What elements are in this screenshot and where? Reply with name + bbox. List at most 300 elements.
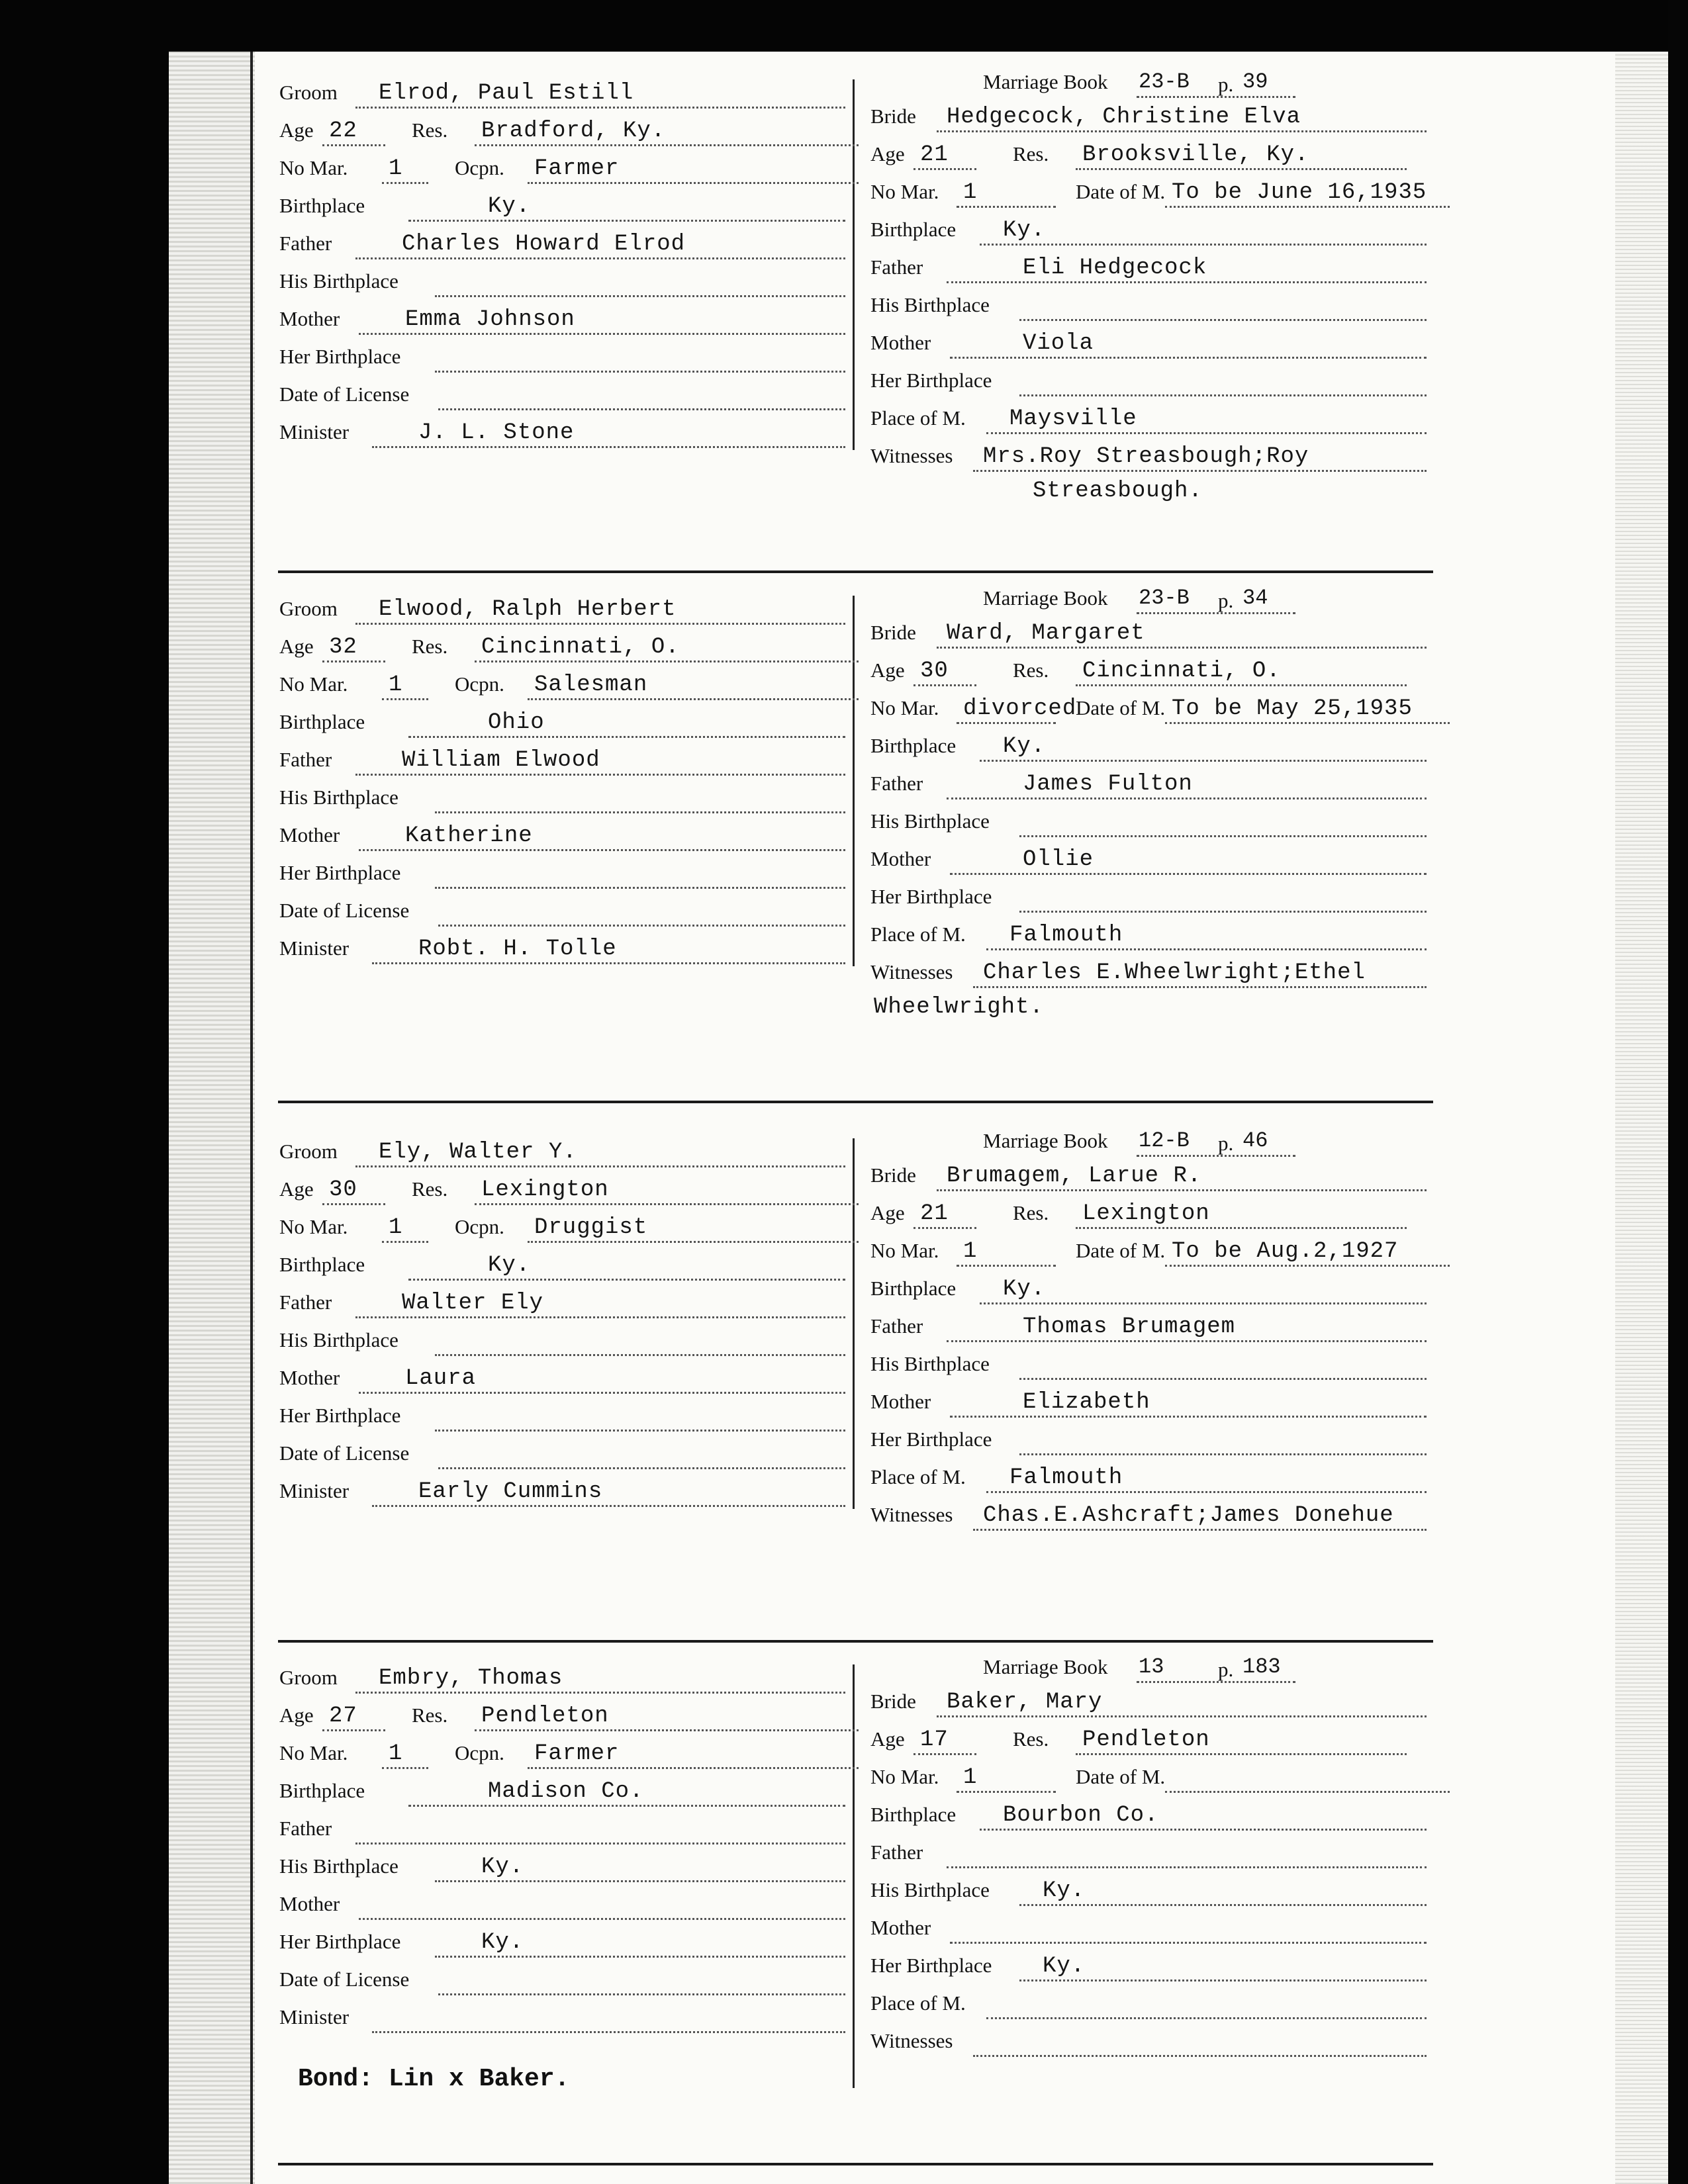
bride-no-mar-dotted-line xyxy=(957,1265,1056,1267)
groom-minister-value: Early Cummins xyxy=(418,1479,603,1504)
groom-no-mar xyxy=(279,1215,403,1246)
bride-witnesses-label: Witnesses xyxy=(870,960,953,983)
bride-age xyxy=(870,1727,949,1758)
groom-mother-label: Mother xyxy=(279,1366,340,1389)
bride-her-birthplace-dotted-line xyxy=(1019,1979,1427,1981)
groom-mother xyxy=(279,1892,340,1923)
marriage-book-dotted-line xyxy=(1137,1155,1295,1157)
bride-date-of-m xyxy=(1076,696,1413,727)
groom-ocpn-label: Ocpn. xyxy=(455,1215,504,1238)
bride-birthplace-value: Ky. xyxy=(1003,1277,1046,1302)
bride-no-mar-dotted-line xyxy=(957,1791,1056,1793)
groom-no-mar-value: 1 xyxy=(389,1741,403,1766)
bride-place-of-m-value: Falmouth xyxy=(1009,923,1123,948)
bride-witnesses-value: Chas.E.Ashcraft;James Donehue xyxy=(983,1503,1394,1528)
groom-name-dotted-line xyxy=(355,107,845,109)
groom-res-value: Lexington xyxy=(481,1177,609,1203)
groom-birthplace-dotted-line xyxy=(408,1805,845,1807)
groom-age xyxy=(279,635,357,665)
bride-her-birthplace-dotted-line xyxy=(1019,1453,1427,1455)
bride-her-birthplace-dotted-line xyxy=(1019,394,1427,396)
bride-no-mar-label: No Mar. xyxy=(870,1239,939,1262)
bride-date-of-m-dotted-line xyxy=(1165,206,1450,208)
groom-name-value: Elrod, Paul Estill xyxy=(379,81,634,106)
groom-no-mar-label: No Mar. xyxy=(279,1741,348,1764)
column-separator xyxy=(853,1664,855,2088)
groom-his-birthplace xyxy=(279,786,399,816)
groom-mother-dotted-line xyxy=(359,333,845,335)
bride-his-birthplace xyxy=(870,1352,990,1383)
groom-birthplace-dotted-line xyxy=(408,220,845,222)
groom-name-dotted-line xyxy=(355,1165,845,1167)
groom-res-dotted-line xyxy=(475,144,859,146)
groom-ocpn-label: Ocpn. xyxy=(455,672,504,696)
groom-ocpn-dotted-line xyxy=(528,182,859,184)
bride-date-of-m-label: Date of M. xyxy=(1076,180,1166,203)
marriage-book-number: 12-B xyxy=(1139,1128,1190,1153)
groom-mother-label: Mother xyxy=(279,1892,340,1915)
bride-age-label: Age xyxy=(870,659,905,682)
groom-father xyxy=(279,1817,332,1847)
page-label: p. xyxy=(1218,73,1234,96)
groom-name xyxy=(279,1666,563,1696)
scan-noise-left xyxy=(169,52,255,2184)
bride-his-birthplace-dotted-line xyxy=(1019,1904,1427,1906)
bride-date-of-m-value: To be Aug.2,1927 xyxy=(1172,1239,1399,1264)
bride-place-of-m xyxy=(870,406,1137,437)
groom-birthplace-value: Madison Co. xyxy=(488,1779,644,1804)
bride-his-birthplace-value: Ky. xyxy=(1043,1878,1086,1903)
groom-minister xyxy=(279,1479,603,1510)
page-label: p. xyxy=(1218,1132,1234,1155)
bride-res-dotted-line xyxy=(1076,168,1407,170)
bride-father xyxy=(870,1314,1236,1345)
groom-his-birthplace-label: His Birthplace xyxy=(279,786,399,809)
card-margin-line xyxy=(250,52,253,2184)
bride-name xyxy=(870,621,1145,651)
bride-res xyxy=(1013,142,1309,173)
marriage-book-dotted-line xyxy=(1137,1681,1295,1683)
groom-minister-label: Minister xyxy=(279,2005,350,2028)
bride-mother-dotted-line xyxy=(950,1942,1427,1944)
scan-top-border xyxy=(0,0,1688,52)
groom-mother-value: Emma Johnson xyxy=(405,307,575,332)
marriage-book-ref xyxy=(983,69,1268,101)
bride-father xyxy=(870,772,1193,802)
groom-minister-label: Minister xyxy=(279,936,350,960)
bride-place-of-m xyxy=(870,1991,966,2022)
marriage-book-ref xyxy=(983,1128,1268,1160)
bride-name-value: Brumagem, Larue R. xyxy=(947,1163,1202,1189)
bride-father-value: Thomas Brumagem xyxy=(1023,1314,1236,1340)
bride-witnesses-label: Witnesses xyxy=(870,444,953,467)
bride-date-of-m-label: Date of M. xyxy=(1076,1239,1166,1262)
groom-no-mar-label: No Mar. xyxy=(279,672,348,696)
groom-his-birthplace xyxy=(279,1328,399,1359)
bride-age-dotted-line xyxy=(914,1227,976,1229)
groom-minister-dotted-line xyxy=(372,1505,845,1507)
groom-birthplace-label: Birthplace xyxy=(279,1779,365,1802)
groom-age xyxy=(279,118,357,149)
bride-birthplace-value: Ky. xyxy=(1003,734,1046,759)
groom-date-of-license xyxy=(279,383,409,413)
bride-father-label: Father xyxy=(870,255,923,279)
bride-name-dotted-line xyxy=(937,130,1427,132)
groom-res xyxy=(412,635,680,665)
groom-res-dotted-line xyxy=(475,660,859,662)
bride-name-dotted-line xyxy=(937,1715,1427,1717)
groom-date-of-license-label: Date of License xyxy=(279,1968,410,1991)
bride-birthplace xyxy=(870,1803,1159,1833)
bride-her-birthplace xyxy=(870,1428,992,1458)
groom-date-of-license-dotted-line xyxy=(438,1993,845,1995)
bride-age xyxy=(870,659,949,689)
groom-no-mar-value: 1 xyxy=(389,1215,403,1240)
bride-res xyxy=(1013,659,1281,689)
groom-birthplace-value: Ohio xyxy=(488,710,545,735)
groom-name xyxy=(279,81,634,111)
bride-res-label: Res. xyxy=(1013,142,1049,165)
bride-birthplace-dotted-line xyxy=(980,760,1427,762)
bride-res-value: Cincinnati, O. xyxy=(1082,659,1281,684)
bride-birthplace-dotted-line xyxy=(980,244,1427,246)
bride-his-birthplace-dotted-line xyxy=(1019,319,1427,321)
groom-father xyxy=(279,232,686,262)
groom-birthplace xyxy=(279,710,545,741)
groom-date-of-license-label: Date of License xyxy=(279,899,410,922)
bride-birthplace xyxy=(870,734,1046,764)
groom-name-dotted-line xyxy=(355,1692,845,1694)
groom-minister xyxy=(279,936,617,967)
bride-place-of-m-label: Place of M. xyxy=(870,1991,966,2015)
bride-father-value: James Fulton xyxy=(1023,772,1193,797)
groom-her-birthplace-label: Her Birthplace xyxy=(279,1404,401,1427)
bride-no-mar-dotted-line xyxy=(957,722,1056,724)
bride-mother-dotted-line xyxy=(950,357,1427,359)
groom-birthplace-dotted-line xyxy=(408,736,845,738)
bride-no-mar-value: 1 xyxy=(963,180,978,205)
groom-mother-label: Mother xyxy=(279,823,340,846)
bride-no-mar-value: divorced xyxy=(963,696,1077,721)
bride-age-dotted-line xyxy=(914,1753,976,1755)
groom-his-birthplace-dotted-line xyxy=(435,295,845,297)
groom-date-of-license-label: Date of License xyxy=(279,1441,410,1465)
bride-no-mar-label: No Mar. xyxy=(870,180,939,203)
groom-age-dotted-line xyxy=(322,660,385,662)
scan-noise-right xyxy=(1615,52,1668,2184)
bride-witnesses-dotted-line xyxy=(973,1529,1427,1531)
marriage-book-dotted-line xyxy=(1137,96,1295,98)
groom-res-label: Res. xyxy=(412,635,448,658)
marriage-book-page: 39 xyxy=(1243,69,1268,94)
bride-place-of-m xyxy=(870,923,1123,953)
groom-ocpn xyxy=(455,672,648,703)
bride-name xyxy=(870,1690,1103,1720)
bride-no-mar-value: 1 xyxy=(963,1765,978,1790)
bride-age-label: Age xyxy=(870,1727,905,1751)
groom-no-mar-dotted-line xyxy=(382,698,428,700)
bride-no-mar-label: No Mar. xyxy=(870,1765,939,1788)
bride-res-dotted-line xyxy=(1076,1753,1407,1755)
bride-date-of-m-value: To be June 16,1935 xyxy=(1172,180,1427,205)
bride-her-birthplace-dotted-line xyxy=(1019,911,1427,913)
groom-father-label: Father xyxy=(279,1817,332,1840)
bride-witnesses-continued: Wheelwright. xyxy=(874,995,1044,1020)
record-divider xyxy=(278,2163,1433,2165)
groom-mother xyxy=(279,1366,477,1396)
bride-father-dotted-line xyxy=(947,797,1427,799)
bride-mother-value: Ollie xyxy=(1023,847,1094,872)
groom-her-birthplace-value: Ky. xyxy=(481,1930,524,1955)
bride-father-label: Father xyxy=(870,1314,923,1338)
bride-name xyxy=(870,105,1301,135)
bride-age-label: Age xyxy=(870,142,905,165)
bride-his-birthplace-dotted-line xyxy=(1019,835,1427,837)
bride-date-of-m-dotted-line xyxy=(1165,1791,1450,1793)
bride-birthplace-label: Birthplace xyxy=(870,1803,957,1826)
bride-res-value: Brooksville, Ky. xyxy=(1082,142,1309,167)
groom-age xyxy=(279,1177,357,1208)
groom-res xyxy=(412,1704,609,1734)
groom-birthplace-dotted-line xyxy=(408,1279,845,1281)
bride-her-birthplace xyxy=(870,369,992,399)
groom-res xyxy=(412,118,666,149)
bride-no-mar xyxy=(870,696,1077,727)
marriage-book-label: Marriage Book xyxy=(983,70,1108,93)
groom-birthplace xyxy=(279,1253,531,1283)
groom-no-mar xyxy=(279,672,403,703)
groom-her-birthplace xyxy=(279,345,400,375)
groom-ocpn-value: Farmer xyxy=(534,1741,620,1766)
bride-witnesses-label: Witnesses xyxy=(870,1503,953,1526)
bride-name-label: Bride xyxy=(870,1690,916,1713)
bride-father xyxy=(870,255,1207,286)
groom-name-label: Groom xyxy=(279,81,338,104)
groom-age xyxy=(279,1704,357,1734)
column-separator xyxy=(853,79,855,450)
bride-father-dotted-line xyxy=(947,1340,1427,1342)
groom-age-value: 22 xyxy=(329,118,357,144)
groom-father-label: Father xyxy=(279,232,332,255)
marriage-book-ref xyxy=(983,586,1268,617)
groom-date-of-license-dotted-line xyxy=(438,408,845,410)
groom-res-label: Res. xyxy=(412,118,448,142)
bride-name-value: Hedgecock, Christine Elva xyxy=(947,105,1301,130)
bride-her-birthplace xyxy=(870,885,992,915)
bride-place-of-m xyxy=(870,1465,1123,1496)
groom-name xyxy=(279,597,677,627)
groom-minister-value: Robt. H. Tolle xyxy=(418,936,617,962)
groom-her-birthplace-label: Her Birthplace xyxy=(279,861,401,884)
bride-witnesses xyxy=(870,1503,1394,1533)
bride-her-birthplace xyxy=(870,1954,1086,1984)
groom-his-birthplace-dotted-line xyxy=(435,1880,845,1882)
groom-name-label: Groom xyxy=(279,1140,338,1163)
page-label: p. xyxy=(1218,589,1234,612)
bride-name-value: Ward, Margaret xyxy=(947,621,1145,646)
bride-age-dotted-line xyxy=(914,168,976,170)
groom-her-birthplace-label: Her Birthplace xyxy=(279,345,401,368)
groom-no-mar-value: 1 xyxy=(389,156,403,181)
groom-age-value: 30 xyxy=(329,1177,357,1203)
marriage-book-page: 34 xyxy=(1243,586,1268,610)
bride-father xyxy=(870,1841,923,1871)
groom-name-label: Groom xyxy=(279,1666,338,1689)
bond-note: Bond: Lin x Baker. xyxy=(298,2065,570,2093)
bride-mother-dotted-line xyxy=(950,1416,1427,1418)
bride-witnesses-value: Charles E.Wheelwright;Ethel xyxy=(983,960,1366,985)
groom-his-birthplace-label: His Birthplace xyxy=(279,1854,399,1878)
bride-witnesses-value: Mrs.Roy Streasbough;Roy xyxy=(983,444,1309,469)
groom-ocpn-label: Ocpn. xyxy=(455,156,504,179)
groom-his-birthplace-label: His Birthplace xyxy=(279,269,399,293)
bride-res-dotted-line xyxy=(1076,684,1407,686)
groom-mother-dotted-line xyxy=(359,1918,845,1920)
bride-birthplace xyxy=(870,1277,1046,1307)
groom-mother-label: Mother xyxy=(279,307,340,330)
bride-age xyxy=(870,142,949,173)
bride-mother-value: Viola xyxy=(1023,331,1094,356)
groom-res-value: Bradford, Ky. xyxy=(481,118,666,144)
bride-res-value: Lexington xyxy=(1082,1201,1210,1226)
bride-name-label: Bride xyxy=(870,1163,916,1187)
bride-place-of-m-label: Place of M. xyxy=(870,923,966,946)
groom-her-birthplace xyxy=(279,861,400,891)
scan-right-border xyxy=(1668,0,1688,2184)
bride-witnesses xyxy=(870,444,1309,475)
groom-father-dotted-line xyxy=(355,774,845,776)
groom-birthplace-label: Birthplace xyxy=(279,1253,365,1276)
groom-no-mar-dotted-line xyxy=(382,182,428,184)
bride-date-of-m-dotted-line xyxy=(1165,722,1450,724)
bride-date-of-m xyxy=(1076,1765,1165,1796)
groom-name-value: Embry, Thomas xyxy=(379,1666,563,1691)
groom-no-mar xyxy=(279,1741,403,1772)
bride-date-of-m-label: Date of M. xyxy=(1076,1765,1166,1788)
groom-her-birthplace xyxy=(279,1930,524,1960)
groom-res-label: Res. xyxy=(412,1177,448,1201)
groom-mother-dotted-line xyxy=(359,1392,845,1394)
groom-father-dotted-line xyxy=(355,257,845,259)
bride-date-of-m-value: To be May 25,1935 xyxy=(1172,696,1413,721)
bride-age-value: 21 xyxy=(920,1201,949,1226)
groom-ocpn xyxy=(455,156,620,187)
bride-no-mar xyxy=(870,1765,978,1796)
bride-place-of-m-dotted-line xyxy=(986,948,1427,950)
groom-his-birthplace xyxy=(279,1854,524,1885)
groom-mother-value: Katherine xyxy=(405,823,533,848)
groom-date-of-license-dotted-line xyxy=(438,925,845,927)
groom-res-dotted-line xyxy=(475,1203,859,1205)
groom-birthplace xyxy=(279,1779,644,1809)
record-divider xyxy=(278,570,1433,573)
bride-witnesses-dotted-line xyxy=(973,2055,1427,2057)
groom-mother-dotted-line xyxy=(359,849,845,851)
groom-ocpn-label: Ocpn. xyxy=(455,1741,504,1764)
groom-name xyxy=(279,1140,577,1170)
bride-no-mar xyxy=(870,1239,978,1269)
groom-age-label: Age xyxy=(279,118,314,142)
bride-mother xyxy=(870,847,1094,878)
groom-minister xyxy=(279,2005,349,2036)
marriage-book-label: Marriage Book xyxy=(983,1129,1108,1152)
groom-res xyxy=(412,1177,609,1208)
bride-no-mar-dotted-line xyxy=(957,206,1056,208)
bride-date-of-m-label: Date of M. xyxy=(1076,696,1166,719)
groom-ocpn xyxy=(455,1741,620,1772)
bride-father-dotted-line xyxy=(947,281,1427,283)
groom-birthplace-label: Birthplace xyxy=(279,710,365,733)
groom-ocpn-value: Salesman xyxy=(534,672,648,698)
bride-birthplace-value: Bourbon Co. xyxy=(1003,1803,1159,1828)
groom-her-birthplace-dotted-line xyxy=(435,1430,845,1432)
groom-no-mar-value: 1 xyxy=(389,672,403,698)
bride-father-label: Father xyxy=(870,1841,923,1864)
bride-birthplace-label: Birthplace xyxy=(870,218,957,241)
bride-her-birthplace-value: Ky. xyxy=(1043,1954,1086,1979)
bride-date-of-m xyxy=(1076,180,1427,210)
marriage-book-dotted-line xyxy=(1137,612,1295,614)
bride-place-of-m-dotted-line xyxy=(986,1491,1427,1493)
groom-no-mar-label: No Mar. xyxy=(279,1215,348,1238)
groom-ocpn-dotted-line xyxy=(528,1767,859,1769)
marriage-book-label: Marriage Book xyxy=(983,1655,1108,1678)
groom-father-value: William Elwood xyxy=(402,748,600,773)
column-separator xyxy=(853,596,855,966)
page-label: p. xyxy=(1218,1658,1234,1681)
bride-name-value: Baker, Mary xyxy=(947,1690,1103,1715)
bride-place-of-m-label: Place of M. xyxy=(870,406,966,430)
groom-father-value: Charles Howard Elrod xyxy=(402,232,686,257)
groom-her-birthplace-dotted-line xyxy=(435,371,845,373)
bride-mother-dotted-line xyxy=(950,873,1427,875)
bride-her-birthplace-label: Her Birthplace xyxy=(870,1428,992,1451)
groom-minister-label: Minister xyxy=(279,420,350,443)
bride-mother-label: Mother xyxy=(870,1916,931,1939)
groom-his-birthplace-dotted-line xyxy=(435,811,845,813)
bride-place-of-m-dotted-line xyxy=(986,2017,1427,2019)
groom-no-mar-dotted-line xyxy=(382,1767,428,1769)
bride-his-birthplace-label: His Birthplace xyxy=(870,1878,990,1901)
groom-father xyxy=(279,748,600,778)
groom-father-value: Walter Ely xyxy=(402,1291,544,1316)
groom-his-birthplace-value: Ky. xyxy=(481,1854,524,1880)
groom-res-value: Cincinnati, O. xyxy=(481,635,680,660)
bride-place-of-m-value: Maysville xyxy=(1009,406,1137,432)
bride-witnesses xyxy=(870,960,1366,991)
bride-mother xyxy=(870,1916,931,1946)
groom-date-of-license xyxy=(279,899,409,929)
groom-her-birthplace-label: Her Birthplace xyxy=(279,1930,401,1953)
bride-witnesses-dotted-line xyxy=(973,470,1427,472)
bride-her-birthplace-label: Her Birthplace xyxy=(870,1954,992,1977)
bride-age-value: 21 xyxy=(920,142,949,167)
marriage-book-label: Marriage Book xyxy=(983,586,1108,610)
bride-her-birthplace-label: Her Birthplace xyxy=(870,369,992,392)
bride-his-birthplace-label: His Birthplace xyxy=(870,809,990,833)
bride-birthplace-dotted-line xyxy=(980,1302,1427,1304)
groom-mother-value: Laura xyxy=(405,1366,477,1391)
groom-name-value: Elwood, Ralph Herbert xyxy=(379,597,677,622)
bride-father-value: Eli Hedgecock xyxy=(1023,255,1207,281)
groom-his-birthplace xyxy=(279,269,399,300)
bride-birthplace-dotted-line xyxy=(980,1829,1427,1831)
groom-age-value: 32 xyxy=(329,635,357,660)
bride-no-mar-label: No Mar. xyxy=(870,696,939,719)
groom-ocpn-value: Farmer xyxy=(534,156,620,181)
groom-her-birthplace-dotted-line xyxy=(435,1956,845,1958)
bride-name-label: Bride xyxy=(870,105,916,128)
